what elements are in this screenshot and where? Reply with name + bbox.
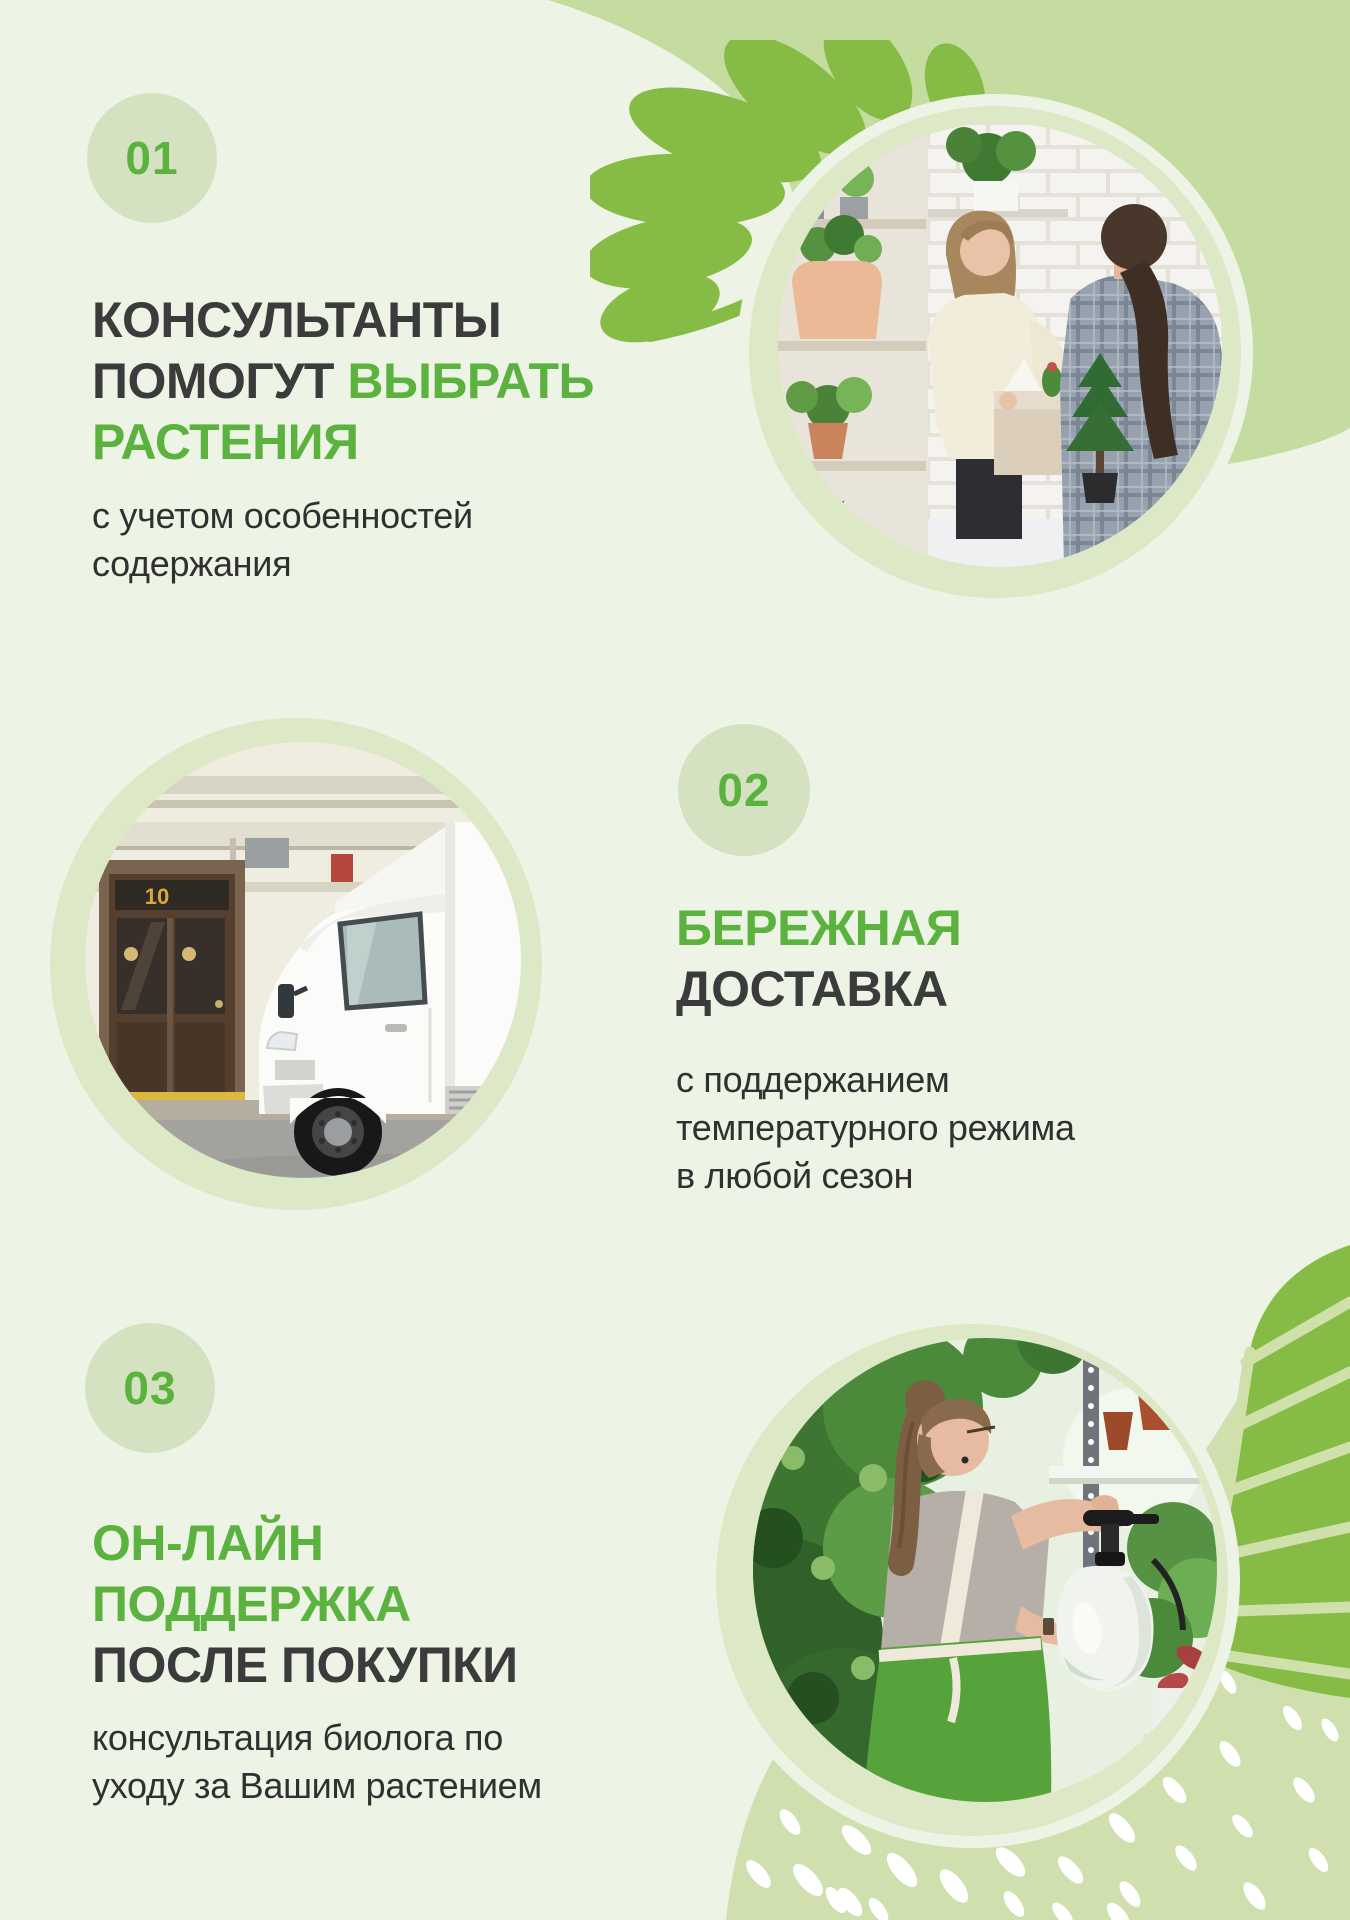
heading-line (676, 898, 961, 959)
subtitle-line: с учетом особенностей (92, 495, 473, 536)
heading-text-green: ОН-ЛАЙН (92, 1515, 324, 1571)
heading-line (92, 351, 594, 412)
heading-line (676, 959, 961, 1020)
heading-text: ДОСТАВКА (676, 961, 948, 1017)
section-3-number: 03 (123, 1362, 177, 1414)
heading-line (92, 290, 594, 351)
heading-text: ПОМОГУТ (92, 353, 334, 409)
heading-line (92, 1574, 518, 1635)
delivery-van-photo (85, 742, 521, 1178)
section-2-subtitle (676, 1056, 1075, 1200)
door-number: 10 (144, 884, 170, 909)
subtitle-line: с поддержанием (676, 1059, 950, 1100)
section-1-subtitle (92, 492, 473, 588)
section-2-number: 02 (717, 764, 771, 816)
section-1-number: 01 (125, 132, 179, 184)
section-3-heading (92, 1513, 518, 1696)
subtitle-line: содержания (92, 543, 292, 584)
heading-line (92, 1513, 518, 1574)
section-2-heading (676, 898, 961, 1020)
section-3-number-badge (85, 1323, 215, 1453)
plant-shop-consultants-photo (778, 123, 1222, 567)
section-2-number-badge (678, 724, 810, 856)
section-1-number-badge (87, 93, 217, 223)
heading-line (92, 412, 594, 473)
online-support-watering-photo (753, 1338, 1217, 1802)
subtitle-line: консультация биолога по (92, 1717, 503, 1758)
section-3-subtitle (92, 1714, 542, 1810)
subtitle-line: температурного режима (676, 1107, 1075, 1148)
heading-text-green: ВЫБРАТЬ (347, 353, 594, 409)
heading-line (92, 1635, 518, 1696)
heading-text-green: РАСТЕНИЯ (92, 414, 359, 470)
subtitle-line: уходу за Вашим растением (92, 1765, 542, 1806)
heading-text: ПОСЛЕ ПОКУПКИ (92, 1637, 518, 1693)
heading-text-green: ПОДДЕРЖКА (92, 1576, 411, 1632)
heading-text-green: БЕРЕЖНАЯ (676, 900, 962, 956)
entrance-door (99, 860, 245, 1098)
heading-text: КОНСУЛЬТАНТЫ (92, 292, 502, 348)
section-1-heading (92, 290, 594, 473)
subtitle-line: в любой сезон (676, 1155, 914, 1196)
